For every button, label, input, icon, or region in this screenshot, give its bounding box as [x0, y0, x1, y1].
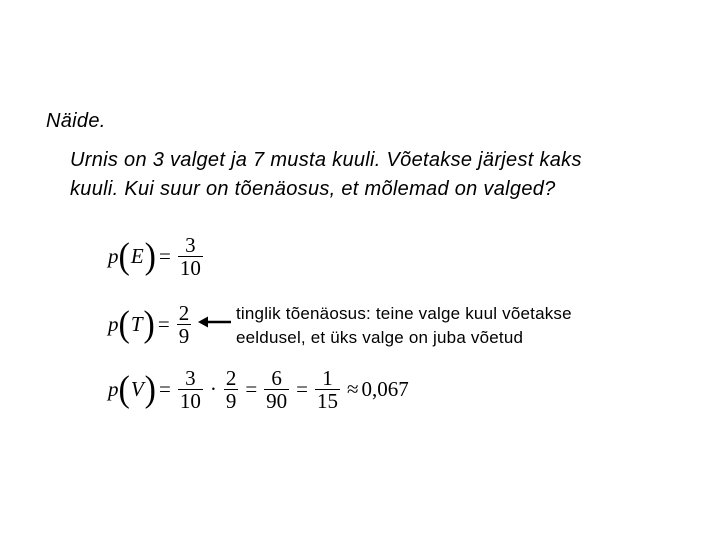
function-symbol: p: [108, 312, 119, 336]
fraction-4: [315, 367, 340, 412]
example-heading: Näide.: [46, 110, 106, 132]
equals-sign: =: [245, 377, 258, 401]
numerator: 3: [185, 366, 196, 390]
note-line-2: eeldusel, et üks valge on juba võetud: [236, 328, 524, 347]
left-paren: (: [118, 368, 130, 410]
formula-p-v: [108, 367, 409, 412]
event-variable: V: [130, 377, 144, 401]
numerator: 6: [271, 366, 282, 390]
problem-statement: [70, 146, 690, 204]
fraction-1: [178, 367, 203, 412]
numerator: 1: [322, 366, 333, 390]
formula-p-e: [108, 234, 207, 279]
problem-line-2: kuuli. Kui suur on tõenäosus, et mõlemad on valged?: [70, 178, 556, 200]
numerator: 3: [185, 233, 196, 257]
fraction: [177, 302, 192, 347]
function-symbol: p: [108, 377, 119, 401]
result-value: 0,067: [361, 377, 409, 401]
denominator: 9: [225, 389, 237, 413]
equals-sign: =: [296, 377, 309, 401]
event-variable: E: [130, 244, 144, 268]
denominator: 15: [317, 389, 339, 413]
conditional-probability-note: [236, 302, 572, 350]
equals-sign: =: [158, 377, 171, 401]
denominator: 90: [266, 389, 288, 413]
numerator: 2: [225, 366, 237, 390]
formula-p-t: [108, 302, 195, 347]
right-paren: ): [143, 303, 155, 345]
fraction: [178, 234, 203, 279]
right-paren: ): [144, 368, 156, 410]
fraction-2: [224, 367, 239, 412]
multiply-dot: ·: [209, 377, 217, 401]
left-paren: (: [118, 303, 130, 345]
denominator: 10: [179, 389, 201, 413]
left-paren: (: [118, 235, 130, 277]
equals-sign: =: [158, 244, 171, 268]
function-symbol: p: [108, 244, 119, 268]
event-variable: T: [130, 312, 143, 336]
approx-sign: ≈: [347, 377, 359, 401]
denominator: 9: [178, 324, 190, 348]
numerator: 2: [178, 301, 190, 325]
note-line-1: tinglik tõenäosus: teine valge kuul võetakse: [236, 304, 572, 323]
left-arrow-icon: [198, 315, 232, 329]
fraction-3: [264, 367, 289, 412]
equals-sign: =: [157, 312, 170, 336]
denominator: 10: [179, 256, 201, 280]
problem-line-1: Urnis on 3 valget ja 7 musta kuuli. Võetakse järjest kaks: [70, 149, 582, 171]
right-paren: ): [144, 235, 156, 277]
